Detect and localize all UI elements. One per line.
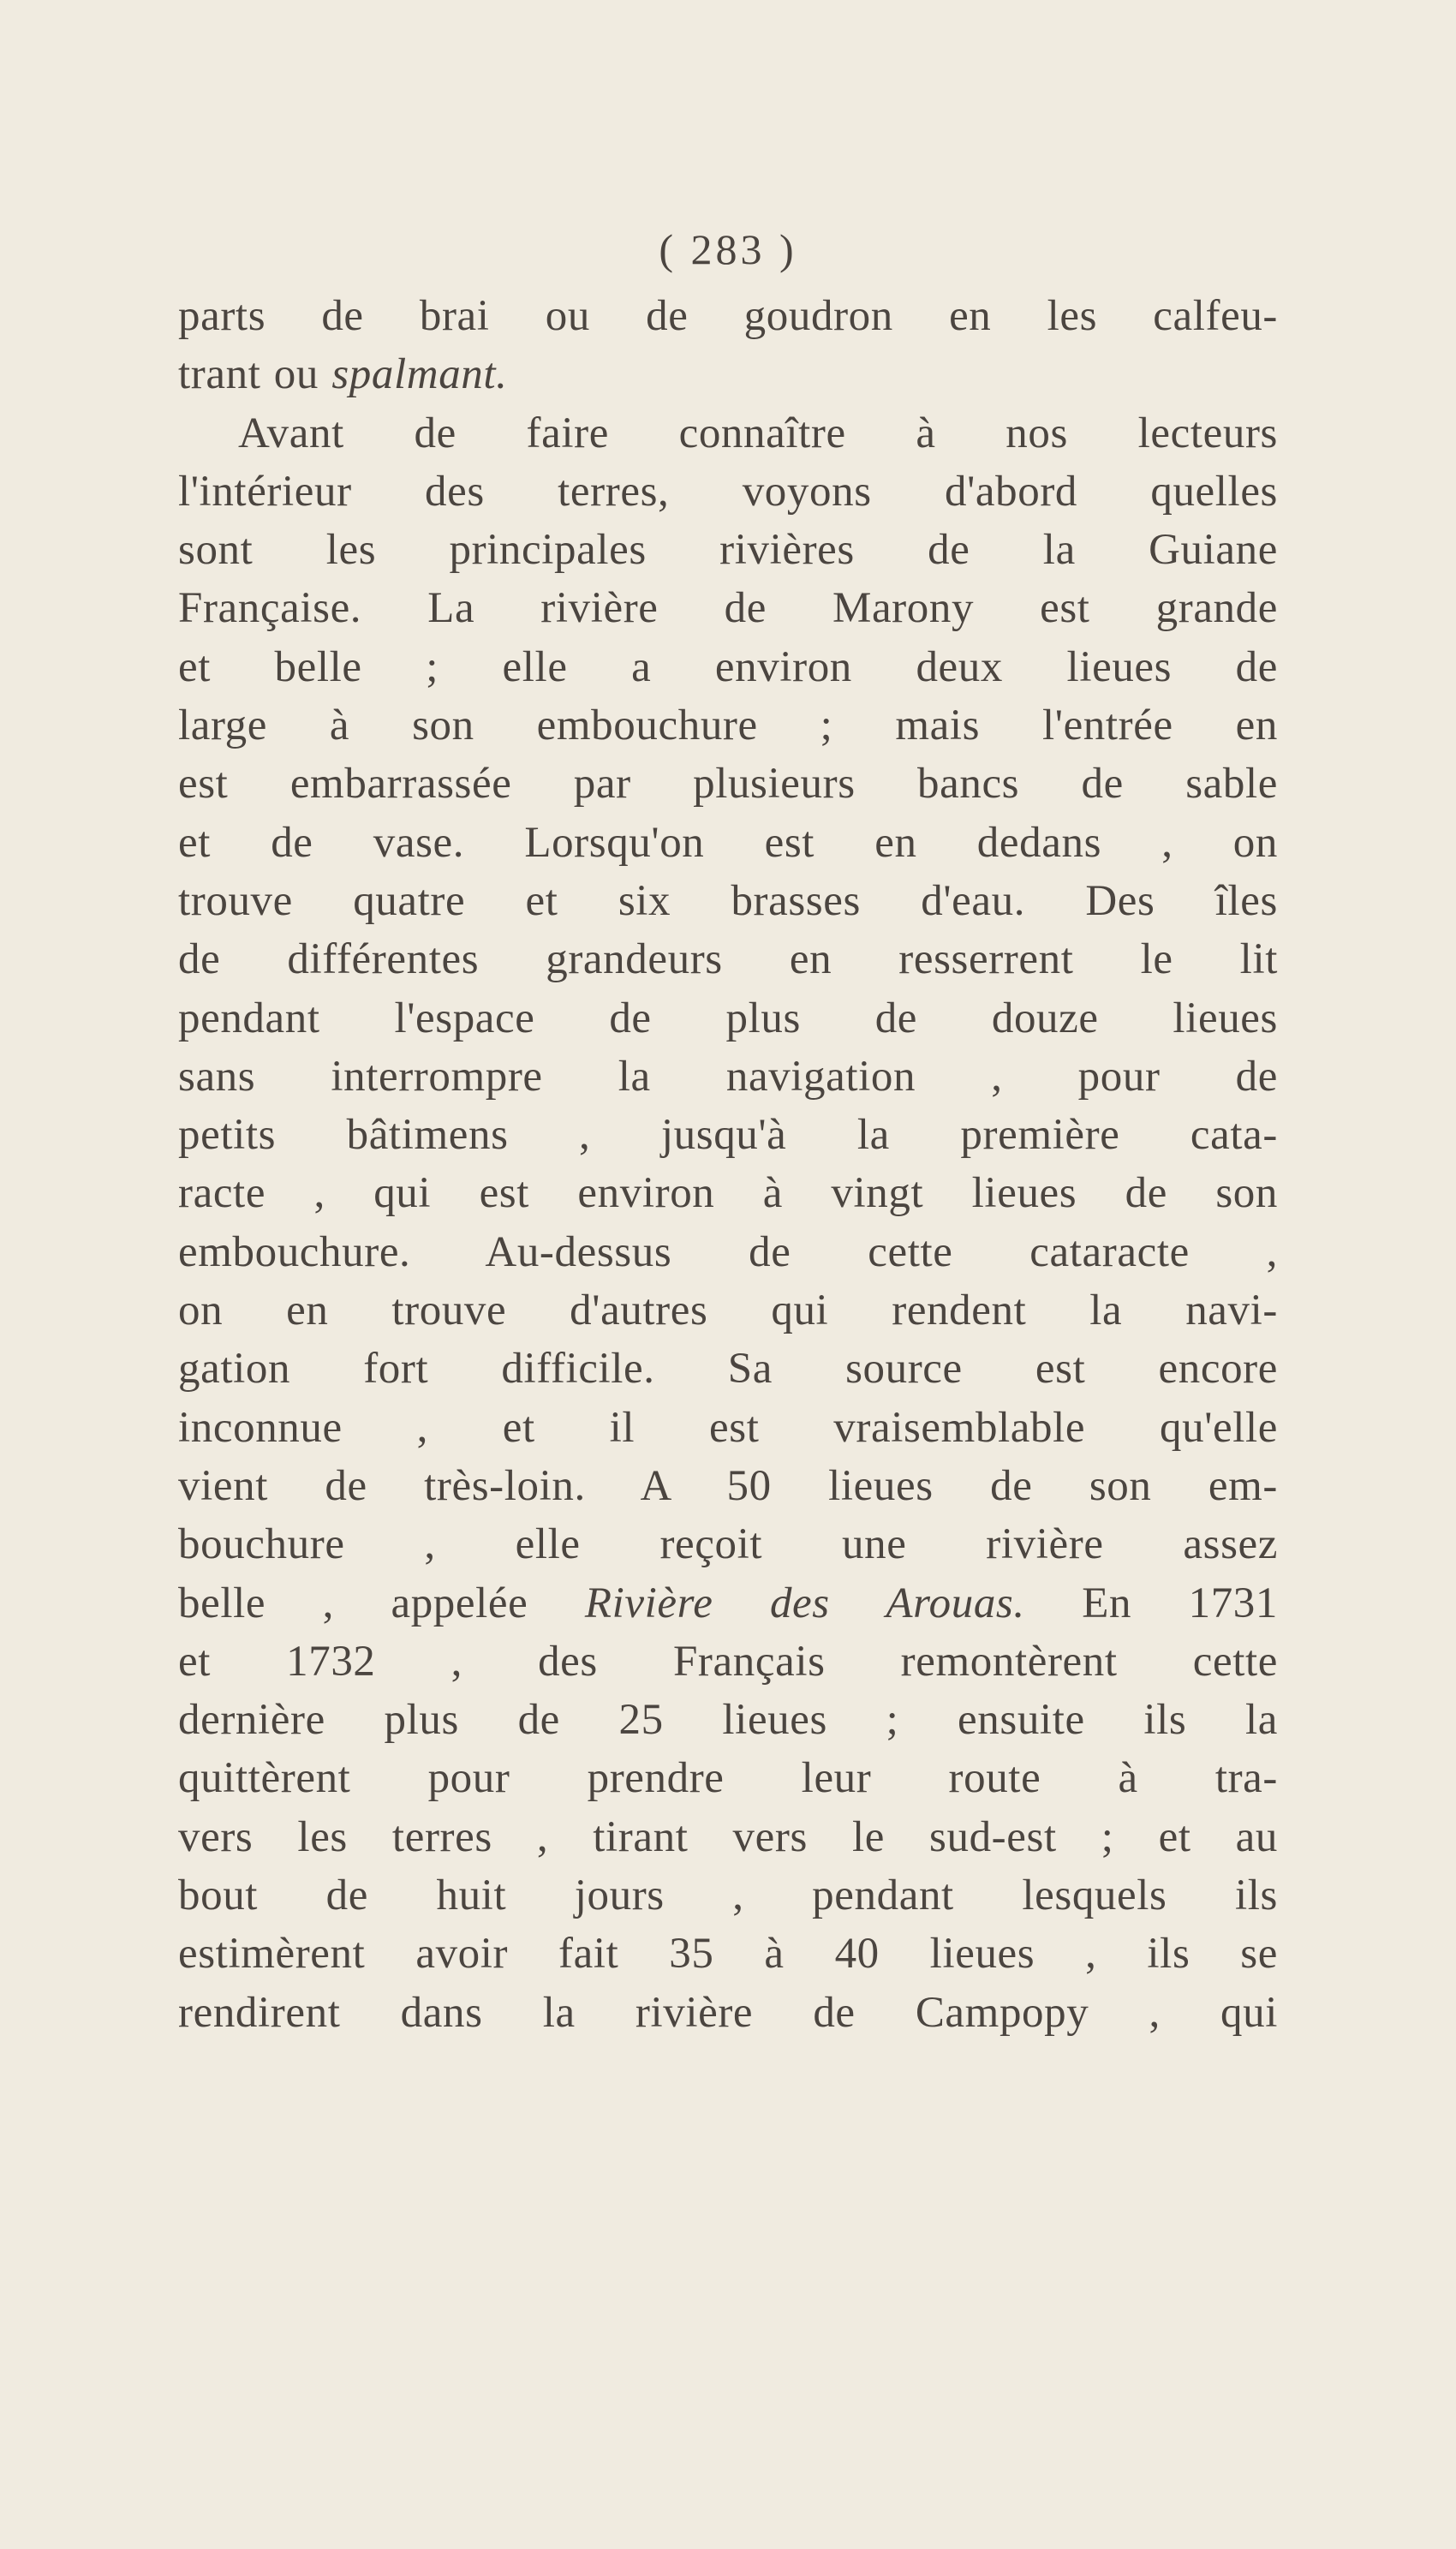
text-line: [178, 463, 1278, 521]
text-segment: Avant de faire connaître à nos lecteurs: [238, 409, 1278, 457]
text-line: [178, 1515, 1278, 1573]
text-segment: est embarrassée par plusieurs bancs de sable: [178, 760, 1278, 809]
text-line: [178, 1984, 1278, 2042]
text-line: [178, 521, 1278, 579]
text-segment: parts de brai ou de goudron en les calfeu-: [178, 292, 1278, 340]
text-line: [178, 696, 1278, 755]
text-line: [178, 872, 1278, 930]
text-segment: embouchure. Au-dessus de cette cataracte ,: [178, 1227, 1278, 1276]
text-line: [178, 345, 1278, 403]
text-segment: petits bâtimens , jusqu'à la première cata-: [178, 1111, 1278, 1160]
text-segment: vers les terres , tirant vers le sud-est ; et au: [178, 1812, 1278, 1861]
text-line: [178, 287, 1278, 345]
text-line: [178, 1925, 1278, 1983]
text-line: [178, 755, 1278, 813]
italic-text: spalmant.: [331, 350, 508, 399]
text-line: [178, 638, 1278, 696]
text-segment: et belle ; elle a environ deux lieues de: [178, 642, 1278, 691]
text-segment: bout de huit jours , pendant lesquels ils: [178, 1871, 1278, 1920]
text-segment: En 1731: [1024, 1579, 1278, 1627]
text-line: [178, 1808, 1278, 1866]
text-line: [178, 1223, 1278, 1281]
text-segment: inconnue , et il est vraisemblable qu'elle: [178, 1403, 1278, 1452]
text-segment: Française. La rivière de Marony est grande: [178, 584, 1278, 633]
text-line: [178, 1048, 1278, 1106]
text-line: [178, 579, 1278, 637]
text-segment: trant ou: [178, 350, 332, 399]
text-segment: bouchure , elle reçoit une rivière assez: [178, 1520, 1278, 1569]
text-segment: large à son embouchure ; mais l'entrée en: [178, 701, 1278, 750]
text-line: [178, 1866, 1278, 1925]
text-line: [178, 1281, 1278, 1340]
text-segment: pendant l'espace de plus de douze lieues: [178, 994, 1278, 1042]
text-segment: trouve quatre et six brasses d'eau. Des îles: [178, 876, 1278, 925]
text-line: [178, 1691, 1278, 1749]
text-line: [178, 1749, 1278, 1807]
body-text: [178, 287, 1278, 2042]
text-line: [178, 1340, 1278, 1398]
text-segment: estimèrent avoir fait 35 à 40 lieues , ils se: [178, 1930, 1278, 1979]
text-segment: sans interrompre la navigation , pour de: [178, 1052, 1278, 1101]
text-line: [178, 404, 1278, 463]
text-segment: sont les principales rivières de la Guiane: [178, 526, 1278, 575]
text-line: [178, 1164, 1278, 1222]
text-line: [178, 814, 1278, 872]
text-segment: quittèrent pour prendre leur route à tra-: [178, 1754, 1278, 1803]
text-segment: dernière plus de 25 lieues ; ensuite ils la: [178, 1696, 1278, 1745]
text-segment: et 1732 , des Français remontèrent cette: [178, 1637, 1278, 1686]
text-segment: et de vase. Lorsqu'on est en dedans , on: [178, 818, 1278, 867]
text-segment: de différentes grandeurs en resserrent le lit: [178, 935, 1278, 984]
text-segment: racte , qui est environ à vingt lieues de son: [178, 1169, 1278, 1218]
text-line: [178, 1633, 1278, 1691]
text-line: [178, 1106, 1278, 1164]
text-line: [178, 1574, 1278, 1633]
text-line: [178, 1399, 1278, 1457]
text-segment: rendirent dans la rivière de Campopy , qui: [178, 1988, 1278, 2037]
text-segment: vient de très-loin. A 50 lieues de son em-: [178, 1461, 1278, 1510]
text-line: [178, 1457, 1278, 1515]
page-number: ( 283 ): [659, 225, 797, 273]
text-segment: gation fort difficile. Sa source est encore: [178, 1345, 1278, 1394]
text-line: [178, 930, 1278, 988]
text-segment: l'intérieur des terres, voyons d'abord quelles: [178, 467, 1278, 516]
text-segment: belle , appelée: [178, 1579, 585, 1627]
text-segment: on en trouve d'autres qui rendent la navi-: [178, 1286, 1278, 1335]
italic-text: Rivière des Arouas.: [584, 1579, 1025, 1627]
text-line: [178, 989, 1278, 1048]
